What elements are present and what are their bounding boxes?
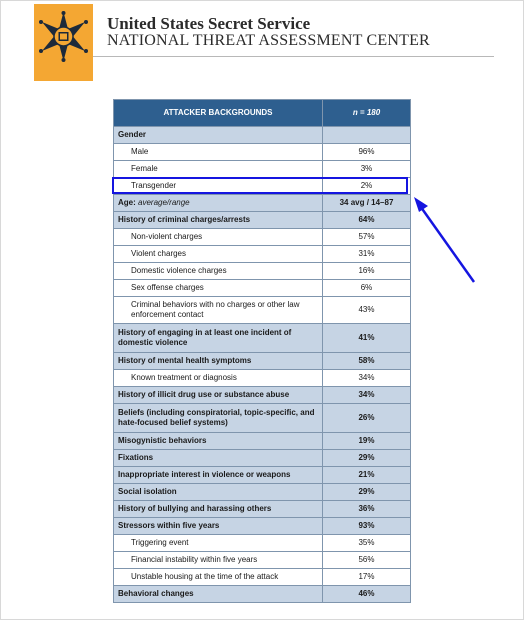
row-value: 34 avg / 14–87 [323,195,411,212]
row-value: 21% [323,467,411,484]
row-label-suffix: average/range [138,198,190,207]
center-name: NATIONAL THREAT ASSESSMENT CENTER [107,32,430,49]
row-label: Transgender [114,178,323,195]
row-label: Unstable housing at the time of the attack [114,569,323,586]
row-label: Inappropriate interest in violence or weapons [114,467,323,484]
row-value: 19% [323,433,411,450]
row-label: History of criminal charges/arrests [114,212,323,229]
row-value: 46% [323,586,411,603]
row-value: 31% [323,246,411,263]
row-value: 96% [323,144,411,161]
row-label: Behavioral changes [114,586,323,603]
row-label: Non-violent charges [114,229,323,246]
row-value: 41% [323,324,411,353]
row-label: Male [114,144,323,161]
row-value: 2% [323,178,411,195]
row-label: Known treatment or diagnosis [114,370,323,387]
row-value: 36% [323,501,411,518]
row-value: 93% [323,518,411,535]
row-label: Domestic violence charges [114,263,323,280]
row-value: 56% [323,552,411,569]
row-value: 43% [323,297,411,324]
row-label: Triggering event [114,535,323,552]
row-label: Fixations [114,450,323,467]
row-label: History of mental health symptoms [114,353,323,370]
row-value: 16% [323,263,411,280]
row-value: 58% [323,353,411,370]
table-header-label: ATTACKER BACKGROUNDS [114,100,323,127]
row-value: 34% [323,370,411,387]
row-label: Stressors within five years [114,518,323,535]
table-header-n: n = 180 [323,100,411,127]
row-value: 3% [323,161,411,178]
row-label: Female [114,161,323,178]
row-value: 26% [323,404,411,433]
row-value: 35% [323,535,411,552]
row-label: Misogynistic behaviors [114,433,323,450]
row-value: 29% [323,450,411,467]
row-value: 17% [323,569,411,586]
row-label: Financial instability within five years [114,552,323,569]
row-label: Social isolation [114,484,323,501]
row-label-main: Age: [118,198,136,207]
row-value: 6% [323,280,411,297]
row-value: 64% [323,212,411,229]
row-label: History of engaging in at least one incident of domestic violence [114,324,323,353]
row-value: 57% [323,229,411,246]
row-label: Criminal behaviors with no charges or other law enforcement contact [114,297,323,324]
row-label: Violent charges [114,246,323,263]
row-value: 29% [323,484,411,501]
row-label: History of bullying and harassing others [114,501,323,518]
row-value: 34% [323,387,411,404]
organization-name: United States Secret Service [107,14,311,33]
row-label: Gender [114,127,323,144]
row-label: History of illicit drug use or substance abuse [114,387,323,404]
row-label: Beliefs (including conspiratorial, topic-specific, and hate-focused belief systems) [114,404,323,433]
row-label: Sex offense charges [114,280,323,297]
